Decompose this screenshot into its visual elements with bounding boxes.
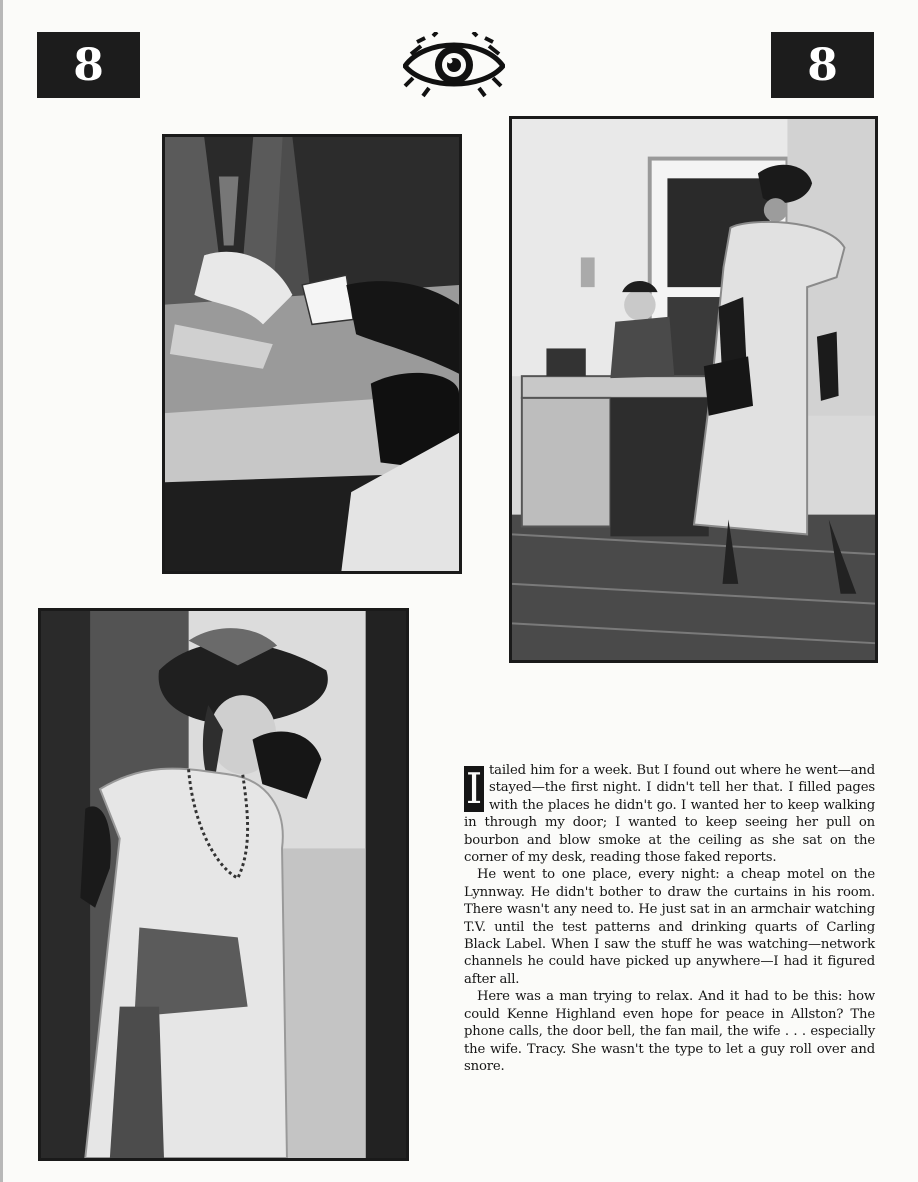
drop-cap: I [465, 764, 483, 813]
article-body [464, 762, 875, 1075]
article-paragraph: He went to one place, every night: a cheap motel on the Lynnway. He didn't bother to draw the curtains in his room. There wasn't any need to. He just sat in an armchair watching T.V. until the test patterns and drinking quarts of Carling Black Label. When I saw the stuff he was watching—network channels he could have picked up anywhere—I had it figured after all. [464, 867, 875, 987]
article-paragraph [464, 762, 875, 866]
page-number-right: 8 [771, 32, 874, 98]
page-edge [0, 0, 3, 1182]
eye-icon [403, 32, 505, 98]
office-scene-photo [509, 116, 878, 663]
woman-in-hat-photo [38, 608, 409, 1161]
paragraph-text: tailed him for a week. But I found out where he went—and stayed—the first night. I didn't tell her that. I filled pages with the places he didn't go. I wanted her to keep walking in through my door; I wanted to keep seeing her pull on bourbon and blow smoke at the ceiling as she sat on the corner of my desk, reading those faked reports. [464, 763, 875, 866]
hands-on-desk-photo [162, 134, 462, 574]
page-number-left: 8 [37, 32, 140, 98]
article-paragraph: Here was a man trying to relax. And it had to be this: how could Kenne Highland even hope for peace in Allston? The phone calls, the door bell, the fan mail, the wife . . . especially the wife. Tracy. She wasn't the type to let a guy roll over and snore. [464, 989, 875, 1074]
